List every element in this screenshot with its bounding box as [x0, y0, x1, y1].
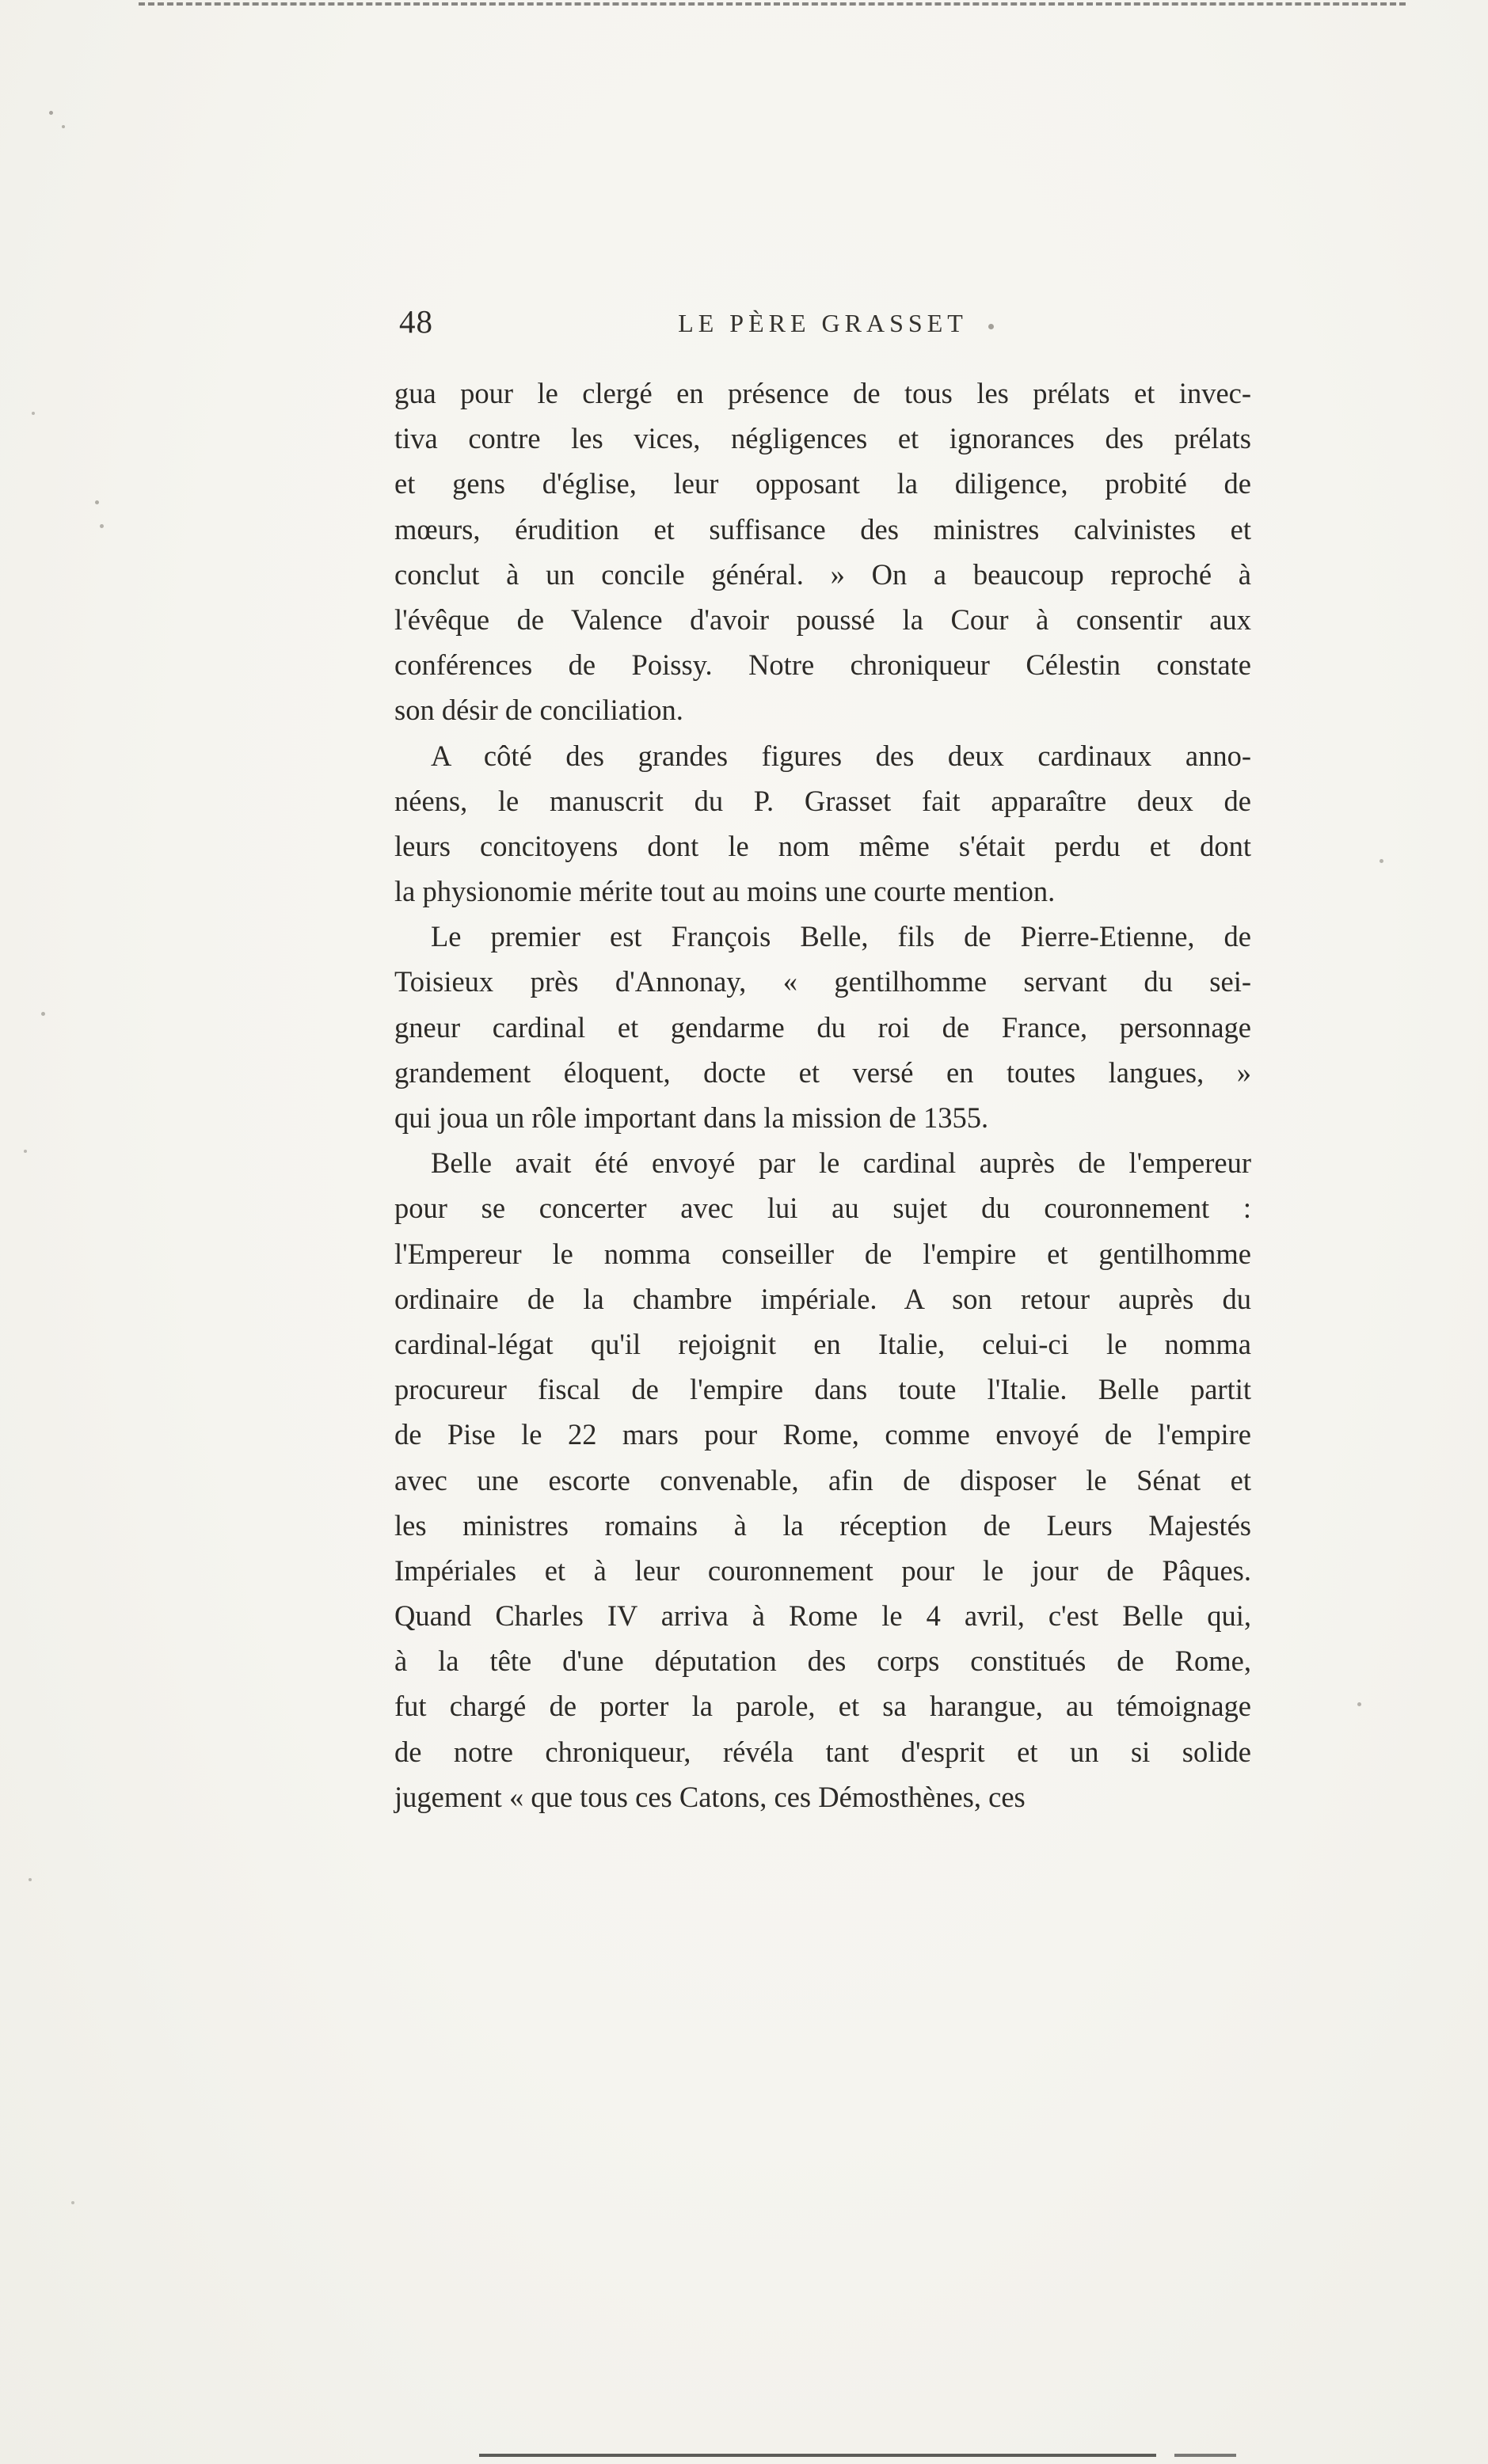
text-line: Impériales et à leur couronnement pour le jour de Pâques. [394, 1553, 1251, 1587]
paragraph [394, 371, 1251, 733]
scan-speck [1357, 1702, 1361, 1706]
text-line: cardinal-légat qu'il rejoignit en Italie, celui-ci le nomma [394, 1327, 1251, 1360]
scan-speck [24, 1150, 27, 1153]
text-line: Le premier est François Belle, fils de Pierre-Etienne, de [431, 920, 1251, 953]
text-line: mœurs, érudition et suffisance des ministres calvinistes et [394, 512, 1251, 546]
scan-speck [29, 1878, 32, 1881]
text-line: fut chargé de porter la parole, et sa harangue, au témoignage [394, 1690, 1251, 1723]
scan-edge-bottom [479, 2454, 1156, 2457]
text-line: la physionomie mérite tout au moins une courte mention. [394, 875, 1056, 908]
text-line: les ministres romains à la réception de Leurs Majestés [394, 1508, 1251, 1542]
page-header [394, 303, 1251, 353]
text-line: ordinaire de la chambre impériale. A son retour auprès du [394, 1282, 1251, 1315]
text-line: de Pise le 22 mars pour Rome, comme envoyé de l'empire [394, 1418, 1251, 1451]
text-line: l'Empereur le nomma conseiller de l'empire et gentilhomme [394, 1237, 1251, 1270]
scan-edge-bottom [1174, 2454, 1236, 2457]
scan-speck [49, 111, 53, 115]
text-line: leurs concitoyens dont le nom même s'était perdu et dont [394, 829, 1251, 862]
scan-edge-top [139, 2, 1406, 6]
text-line: à la tête d'une députation des corps constitués de Rome, [394, 1645, 1251, 1678]
text-line: Belle avait été envoyé par le cardinal auprès de l'empereur [431, 1146, 1251, 1180]
page-number: 48 [399, 303, 433, 340]
text-line: Toisieux près d'Annonay, « gentilhomme servant du sei- [394, 965, 1251, 998]
scan-speck [95, 500, 99, 504]
text-line: A côté des grandes figures des deux cardinaux anno- [431, 739, 1251, 772]
text-line: et gens d'église, leur opposant la diligence, probité de [394, 467, 1251, 500]
text-line: conférences de Poissy. Notre chroniqueur Célestin constate [394, 648, 1251, 682]
scan-speck [100, 524, 104, 528]
text-line: procureur fiscal de l'empire dans toute l'Italie. Belle partit [394, 1373, 1251, 1406]
paragraph [394, 733, 1251, 914]
text-line: jugement « que tous ces Catons, ces Démosthènes, ces [394, 1780, 1026, 1813]
text-line: grandement éloquent, docte et versé en toutes langues, » [394, 1055, 1251, 1089]
running-title: LE PÈRE GRASSET [678, 309, 968, 337]
paragraph [394, 914, 1251, 1140]
text-line: pour se concerter avec lui au sujet du couronnement : [394, 1192, 1251, 1225]
text-line: néens, le manuscrit du P. Grasset fait apparaître deux de [394, 784, 1251, 817]
text-line: gneur cardinal et gendarme du roi de France, personnage [394, 1010, 1251, 1044]
text-line: conclut à un concile général. » On a beaucoup reproché à [394, 557, 1251, 591]
scan-speck [71, 2201, 74, 2204]
paragraph [394, 1140, 1251, 1819]
text-line: qui joua un rôle important dans la mission de 1355. [394, 1101, 989, 1134]
scan-speck [988, 324, 994, 329]
scan-speck [32, 412, 35, 415]
scan-speck [1380, 859, 1383, 863]
text-line: Quand Charles IV arriva à Rome le 4 avril, c'est Belle qui, [394, 1599, 1251, 1633]
text-block [394, 371, 1251, 1819]
scan-speck [41, 1012, 45, 1016]
scan-speck [62, 125, 65, 128]
text-line: l'évêque de Valence d'avoir poussé la Cour à consentir aux [394, 603, 1251, 636]
text-line: de notre chroniqueur, révéla tant d'esprit et un si solide [394, 1735, 1251, 1768]
text-line: son désir de conciliation. [394, 694, 683, 727]
text-line: avec une escorte convenable, afin de disposer le Sénat et [394, 1463, 1251, 1496]
text-line: gua pour le clergé en présence de tous les prélats et invec- [394, 377, 1251, 409]
text-line: tiva contre les vices, négligences et ignorances des prélats [394, 422, 1251, 455]
